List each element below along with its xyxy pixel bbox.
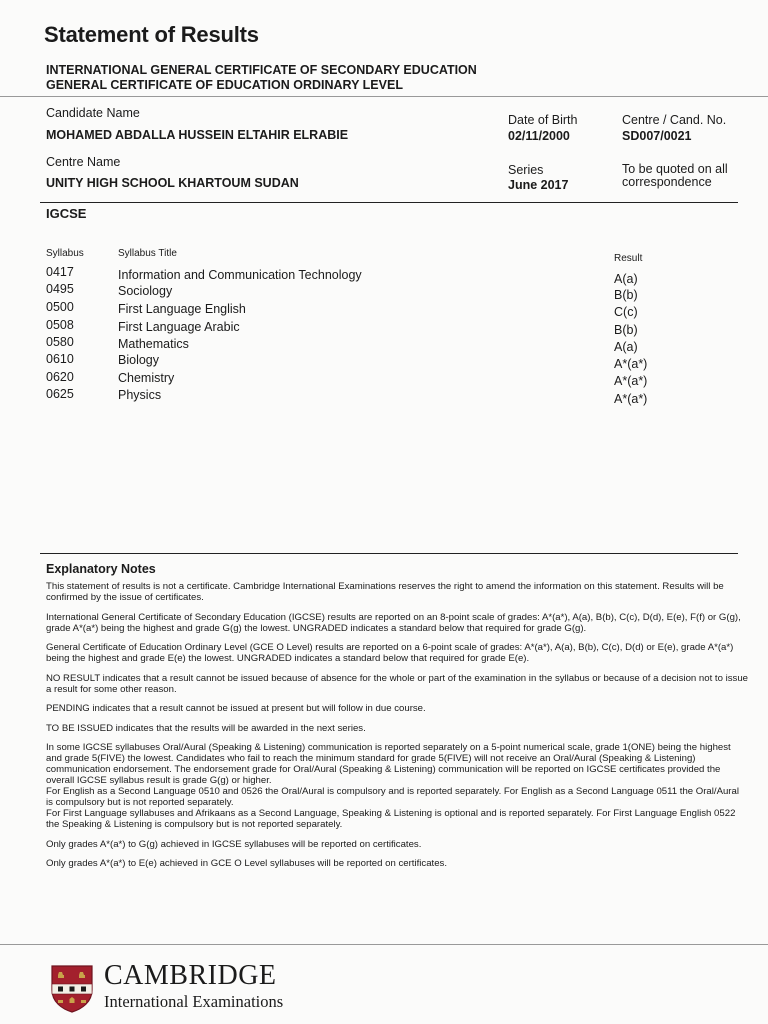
syllabus-code: 0625	[46, 387, 74, 401]
cambridge-shield-icon	[50, 964, 94, 1019]
table-row	[0, 282, 768, 300]
note-paragraph: International General Certificate of Secondary Education (IGCSE) results are reported on an 8-point scale of grades: A*(a*), A(a), B(b), C(c), D(d), E(e), F(f) or G(g), grade A*(a*) being the highest and grade G(g) the lowest. UNGRADED indicates a standard below that required for grade G(g).	[46, 611, 741, 634]
brand-name: CAMBRIDGE	[104, 960, 277, 991]
table-row	[0, 370, 768, 388]
syllabus-code: 0620	[46, 370, 74, 384]
qualification-line-1: INTERNATIONAL GENERAL CERTIFICATE OF SECONDARY EDUCATION	[46, 63, 477, 77]
table-row	[0, 352, 768, 370]
syllabus-title: Biology	[118, 353, 159, 367]
page-title: Statement of Results	[44, 22, 259, 47]
syllabus-code: 0495	[46, 282, 74, 296]
note-paragraph: Only grades A*(a*) to E(e) achieved in GCE O Level syllabuses will be reported on certificates.	[46, 858, 447, 869]
centre-cand-label: Centre / Cand. No.	[622, 113, 727, 127]
col-result: Result	[614, 253, 643, 264]
notes-divider	[40, 553, 738, 554]
note-paragraph: TO BE ISSUED indicates that the results will be awarded in the next series.	[46, 722, 366, 734]
table-row	[0, 300, 768, 318]
centre-cand-value: SD007/0021	[622, 129, 692, 143]
dob-value: 02/11/2000	[508, 129, 570, 143]
col-syllabus-title: Syllabus Title	[118, 248, 177, 259]
series-label: Series	[508, 163, 544, 177]
note-paragraph: In some IGCSE syllabuses Oral/Aural (Speaking & Listening) communication is reported separately on a 5-point numerical scale, grade 1(ONE) being the highest and grade 5(FIVE) the lowest. Candidates who fail to reach the minimum standard for grade 5(FIVE) will not receive an Oral/Aural (Speaking & Listening) communication endorsement. The endorsement grade for Oral/Aural (Speaking & Listening) communication will be reported on IGCSE certificates provided the overall IGCSE syllabus result is grade G(g) or higher.	[46, 742, 731, 786]
table-row	[0, 265, 768, 286]
dob-label: Date of Birth	[508, 113, 578, 127]
result-grade: A*(a*)	[614, 357, 648, 371]
info-divider	[40, 202, 738, 203]
col-syllabus: Syllabus	[46, 248, 84, 259]
note-paragraph: PENDING indicates that a result cannot be issued at present but will follow in due course.	[46, 703, 426, 714]
table-row	[0, 335, 768, 353]
centre-name-label: Centre Name	[46, 155, 121, 169]
section-title: IGCSE	[46, 206, 87, 221]
explanatory-notes	[46, 581, 748, 878]
syllabus-code: 0417	[46, 265, 74, 279]
candidate-name-label: Candidate Name	[46, 106, 140, 120]
series-value: June 2017	[508, 178, 569, 192]
brand-subtitle: International Examinations	[104, 992, 284, 1011]
header-divider	[0, 96, 768, 97]
result-grade: A(a)	[614, 340, 638, 354]
note-paragraph: General Certificate of Education Ordinary Level (GCE O Level) results are reported on a 6-point scale of grades: A*(a*), A(a), B(b), C(c), D(d) or E(e), grade A*(a*) being the highest and grade E(e) the lowest. UNGRADED indicates a standard below that required for grade E(e).	[46, 642, 734, 664]
syllabus-title: Sociology	[118, 284, 173, 298]
note-paragraph: NO RESULT indicates that a result cannot be issued because of absence for the whole or part of the examination in the syllabus or because of a decision not to issue a result for some other reason.	[46, 672, 748, 695]
syllabus-code: 0610	[46, 352, 74, 366]
syllabus-code: 0580	[46, 335, 74, 349]
syllabus-title: Physics	[118, 388, 162, 402]
syllabus-title: Mathematics	[118, 337, 189, 351]
table-row	[0, 318, 768, 336]
qualification-line-2: GENERAL CERTIFICATE OF EDUCATION ORDINARY LEVEL	[46, 78, 403, 92]
table-row	[0, 387, 768, 405]
notes-heading: Explanatory Notes	[46, 562, 156, 576]
result-grade: B(b)	[614, 323, 638, 337]
syllabus-title: Chemistry	[118, 371, 175, 385]
footer-divider	[0, 944, 768, 945]
quote-note-line-2: correspondence	[622, 175, 712, 189]
note-paragraph: For English as a Second Language 0510 and 0526 the Oral/Aural is compulsory and is reported separately. For English as a Second Language 0511 the Oral/Aural is compulsory but is not reported separately.	[46, 786, 739, 808]
candidate-name: MOHAMED ABDALLA HUSSEIN ELTAHIR ELRABIE	[46, 128, 349, 142]
syllabus-title: Information and Communication Technology	[118, 268, 362, 282]
centre-name: UNITY HIGH SCHOOL KHARTOUM SUDAN	[46, 176, 299, 190]
quote-note-line-1: To be quoted on all	[622, 162, 728, 176]
result-grade: A*(a*)	[614, 374, 648, 388]
syllabus-title: First Language English	[118, 302, 246, 316]
note-paragraph: This statement of results is not a certificate. Cambridge International Examinations reserves the right to amend the information on this statement. Results will be confirmed by the issue of certificates.	[46, 581, 724, 603]
syllabus-title: First Language Arabic	[118, 320, 240, 334]
syllabus-code: 0500	[46, 300, 74, 314]
result-grade: C(c)	[614, 305, 638, 319]
result-grade: A*(a*)	[614, 392, 648, 406]
syllabus-code: 0508	[46, 318, 74, 332]
note-paragraph: Only grades A*(a*) to G(g) achieved in IGCSE syllabuses will be reported on certificates.	[46, 838, 422, 850]
result-grade: B(b)	[614, 288, 638, 302]
result-grade: A(a)	[614, 272, 638, 286]
note-paragraph: For First Language syllabuses and Afrikaans as a Second Language, Speaking & Listening is optional and is reported separately. For First Language English 0522 the Speaking & Listening is compulsory but is not reported separately.	[46, 808, 736, 830]
